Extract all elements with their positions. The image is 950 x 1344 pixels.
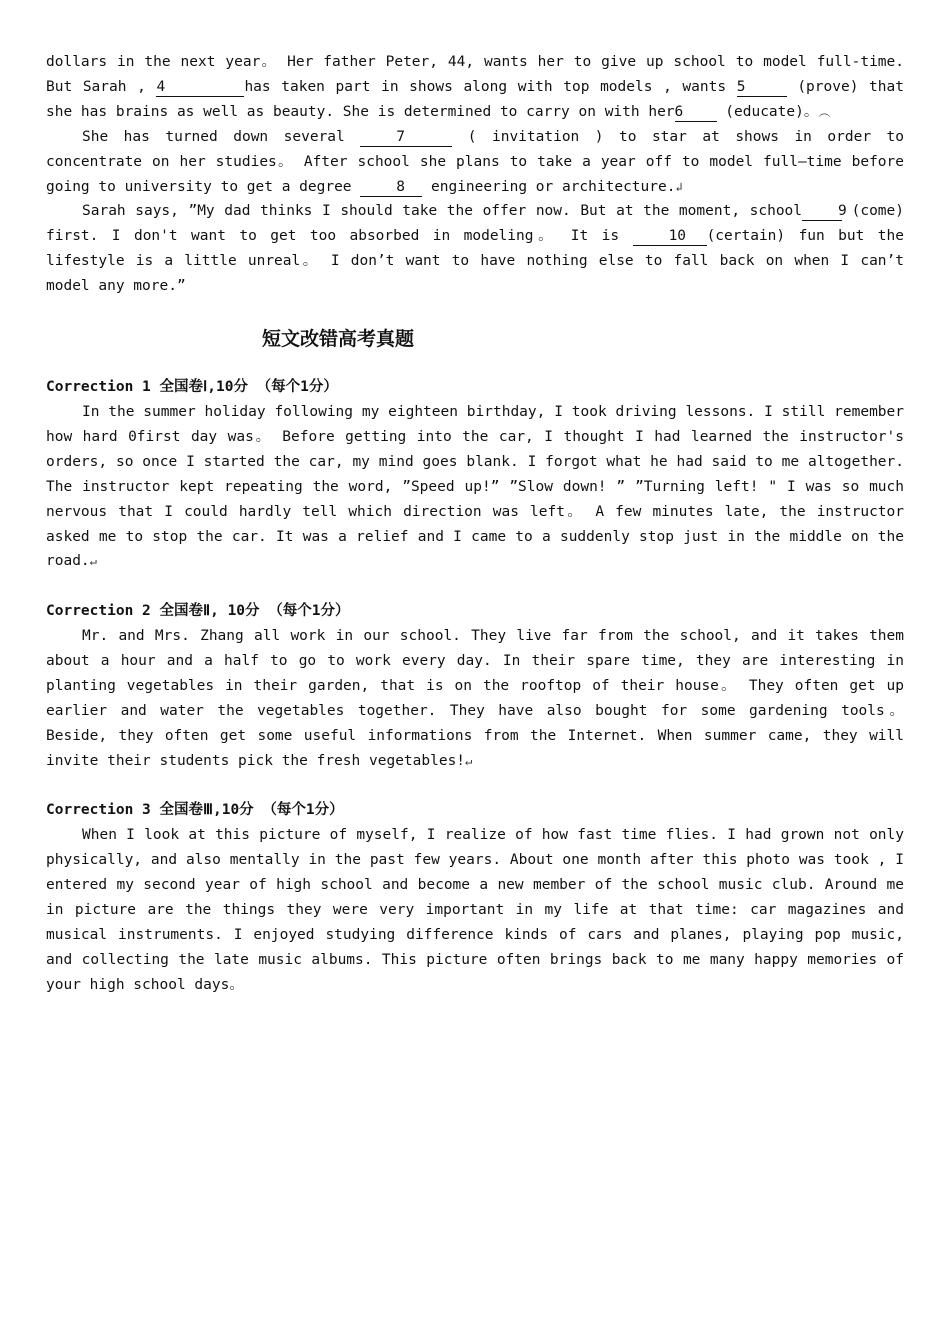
correction-block-3 bbox=[46, 798, 904, 997]
correction-title: Correction 2 全国卷Ⅱ, 10分 （每个1分） bbox=[46, 603, 350, 620]
document-page bbox=[46, 50, 904, 998]
paragraph-mark-icon: ↵ bbox=[89, 554, 97, 569]
paragraph-mark-icon: ↵ bbox=[465, 753, 473, 768]
passage-text: (come) first. I don't want to get too absorbed in modeling。 It is bbox=[46, 203, 904, 245]
blank-8: 8 bbox=[360, 178, 422, 197]
passage-text: She has turned down several bbox=[82, 128, 345, 145]
passage-paragraph-1 bbox=[46, 50, 904, 125]
passage-text: ( invitation ) to star at shows in order to concentrate on her studies。 After school she plans to take a year off to model full—time before going to university to get a degree bbox=[46, 128, 905, 195]
passage-text: (prove) that she has brains as well as beauty. She is determined to carry on with her bbox=[46, 78, 904, 120]
blank-5: 5 bbox=[737, 78, 787, 97]
blank-4: 4 bbox=[156, 78, 244, 97]
passage-paragraph-3 bbox=[46, 199, 904, 299]
correction-text: When I look at this picture of myself, I realize of how fast time flies. I had grown not only physically, and also mentally in the past few years. About one month after this photo was took , I entered my second year of high school and become a new member of the school music club. Around me in picture are the things they were very important in my life at that time: car magazines and musical instruments. I enjoyed studying difference kinds of cars and planes, playing pop music, and collecting the late music albums. This picture often brings back to me many happy memories of your high school days。 bbox=[46, 827, 904, 993]
passage-paragraph-2 bbox=[46, 125, 904, 200]
correction-block-2 bbox=[46, 599, 904, 773]
passage-text: (certain) fun but the lifestyle is a little unreal。 I don’t want to have nothing else to fall back on when I can’t model any more.” bbox=[46, 228, 904, 295]
paragraph-mark-icon: ︵ bbox=[818, 104, 831, 119]
correction-text: In the summer holiday following my eighteen birthday, I took driving lessons. I still remember how hard 0first day was。 Before getting into the car, I thought I had learned the instructor's orders, so once I started the car, my mind goes blank. I forgot what he had said to me altogether. The instructor kept repeating the word, ”Speed up!” ”Slow down! ” ”Turning left! " I was so much nervous that I could hardly tell which direction was left。 A few minutes late, the instructor asked me to stop the car. It was a relief and I came to a suddenly stop just in the middle on the road.↵ bbox=[46, 403, 904, 570]
passage-text: engineering or architecture. bbox=[431, 178, 676, 195]
correction-block-1 bbox=[46, 375, 904, 574]
correction-title: Correction 1 全国卷Ⅰ,10分 （每个1分） bbox=[46, 379, 338, 396]
correction-text: Mr. and Mrs. Zhang all work in our school. They live far from the school, and it takes them about a hour and a half to go to work every day. In their spare time, they are interesting in planting vegetables in their garden, that is on the rooftop of their house。 They often get up earlier and water the vegetables together. They have also bought for some gardening tools。 Beside, they often get some useful informations from the Internet. When summer came, they will invite their students pick the fresh vegetables!↵ bbox=[46, 628, 904, 769]
passage-text: dollars in the next year。 Her father Peter, 44, wants her to give up school to model full-time. But Sarah , bbox=[46, 54, 904, 95]
blank-9: 9 bbox=[802, 202, 842, 221]
blank-6: 6 bbox=[675, 103, 717, 122]
section-heading: 短文改错高考真题 bbox=[262, 328, 415, 351]
paragraph-mark-icon: ↲ bbox=[675, 179, 683, 194]
passage-text: Sarah says, ”My dad thinks I should take the offer now. But at the moment, school bbox=[82, 203, 803, 220]
correction-title: Correction 3 全国卷Ⅲ,10分 （每个1分） bbox=[46, 802, 344, 819]
blank-7: 7 bbox=[360, 128, 452, 147]
passage-text: (educate)。 bbox=[725, 103, 819, 120]
passage-text: has taken part in shows along with top models , wants bbox=[244, 78, 727, 95]
blank-10: 10 bbox=[633, 227, 707, 246]
